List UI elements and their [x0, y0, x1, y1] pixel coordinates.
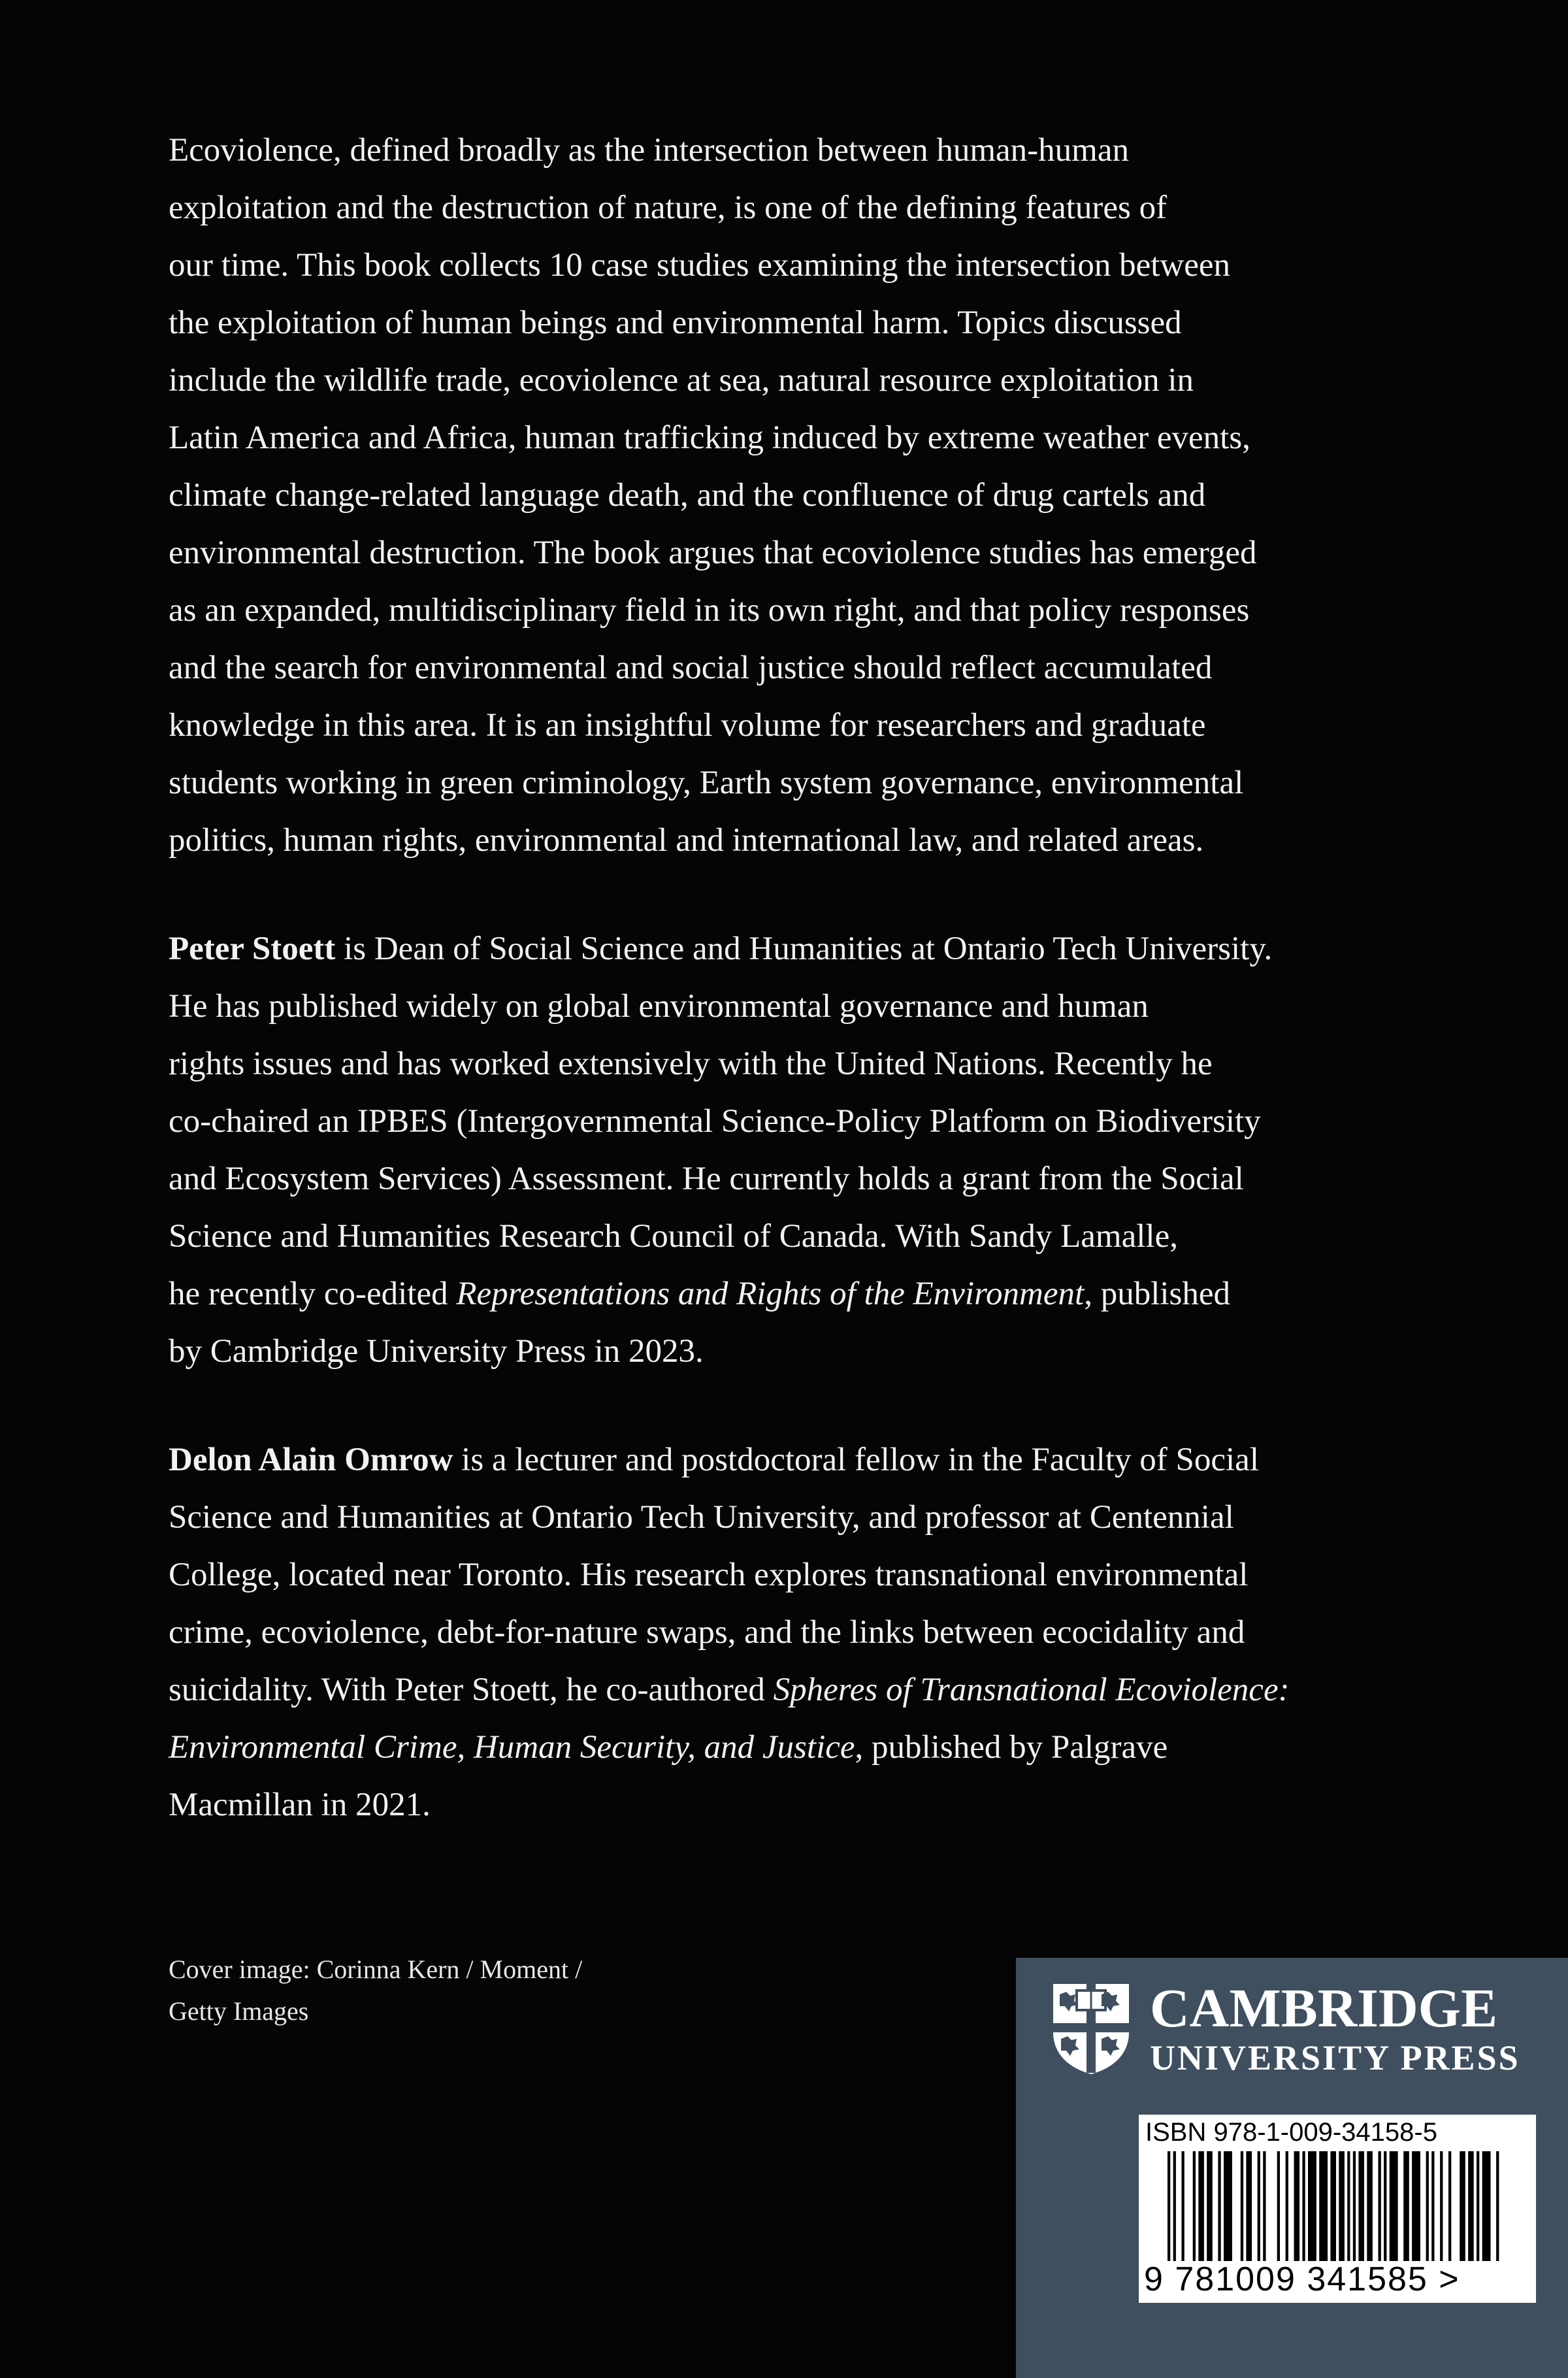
bio-line: Macmillan in 2021. — [169, 1787, 431, 1823]
barcode-digits: 9 781009 341585 > — [1144, 2260, 1460, 2298]
book-title: Environmental Crime, Human Security, and Justice — [169, 1729, 855, 1766]
bio-text: , published by Palgrave — [855, 1729, 1168, 1766]
text-line: exploitation and the destruction of nature, is one of the defining features of — [169, 190, 1168, 226]
text-line: Latin America and Africa, human trafficking induced by extreme weather events, — [169, 420, 1250, 456]
bio-text: he recently co-edited — [169, 1276, 457, 1312]
isbn-label: ISBN 978-1-009-34158-5 — [1145, 2118, 1437, 2147]
text-line: co-chaired an IPBES (Intergovernmental Science-Policy Platform on Biodiversity — [169, 1103, 1261, 1140]
bio-line — [169, 1719, 1403, 1776]
text-line: as an expanded, multidisciplinary field in its own right, and that policy responses — [169, 592, 1250, 629]
text-line: and Ecosystem Services) Assessment. He currently holds a grant from the Social — [169, 1161, 1244, 1197]
bio-line — [169, 1661, 1403, 1719]
text-line: our time. This book collects 10 case studies examining the intersection between — [169, 247, 1230, 284]
credit-line: Cover image: Corinna Kern / Moment / — [169, 1955, 583, 1984]
text-line: students working in green criminology, Earth system governance, environmental — [169, 765, 1244, 801]
author-name: Peter Stoett — [169, 931, 336, 967]
bio-text: , published — [1084, 1276, 1231, 1312]
text-line: Science and Humanities at Ontario Tech University, and professor at Centennial — [169, 1499, 1234, 1536]
bio-line — [169, 1265, 1403, 1323]
author-name: Delon Alain Omrow — [169, 1442, 453, 1478]
text-line: Science and Humanities Research Council of Canada. With Sandy Lamalle, — [169, 1218, 1178, 1255]
author-bio-stoett — [169, 920, 1403, 1380]
barcode-box — [1139, 2115, 1536, 2303]
bio-text: suicidality. With Peter Stoett, he co-authored — [169, 1672, 774, 1708]
bio-text: is a lecturer and postdoctoral fellow in the Faculty of Social — [453, 1442, 1259, 1478]
bio-lines — [169, 1489, 1403, 1661]
book-description — [169, 122, 1403, 869]
credit-line: Getty Images — [169, 1996, 309, 2026]
publisher-subname: UNIVERSITY PRESS — [1150, 2038, 1520, 2077]
publisher-panel — [1016, 1958, 1568, 2378]
bio-text: is Dean of Social Science and Humanities at Ontario Tech University. — [335, 931, 1273, 967]
text-line: and the search for environmental and social justice should reflect accumulated — [169, 650, 1213, 686]
text-line: the exploitation of human beings and environmental harm. Topics discussed — [169, 305, 1182, 341]
text-line: include the wildlife trade, ecoviolence at sea, natural resource exploitation in — [169, 362, 1194, 399]
book-title: Representations and Rights of the Environment — [456, 1276, 1085, 1312]
bio-line — [169, 1431, 1403, 1489]
barcode-icon — [1168, 2151, 1507, 2266]
text-line: politics, human rights, environmental and international law, and related areas. — [169, 822, 1204, 859]
bio-lines — [169, 978, 1403, 1265]
text-line: environmental destruction. The book argues that ecoviolence studies has emerged — [169, 535, 1257, 571]
bio-line — [169, 920, 1403, 978]
bio-line: by Cambridge University Press in 2023. — [169, 1333, 704, 1370]
text-line: He has published widely on global environmental governance and human — [169, 988, 1149, 1025]
text-line: Ecoviolence, defined broadly as the intersection between human-human — [169, 132, 1129, 169]
author-bio-omrow — [169, 1431, 1403, 1834]
cambridge-shield-icon — [1051, 1981, 1132, 2077]
cover-image-credit — [169, 1949, 757, 2032]
text-line: crime, ecoviolence, debt-for-nature swaps, and the links between ecocidality and — [169, 1614, 1245, 1651]
publisher-name: CAMBRIDGE — [1150, 1978, 1498, 2039]
text-line: knowledge in this area. It is an insightful volume for researchers and graduate — [169, 707, 1206, 744]
book-title: Spheres of Transnational Ecoviolence: — [773, 1672, 1290, 1708]
text-line: climate change-related language death, and the confluence of drug cartels and — [169, 477, 1206, 514]
text-line: rights issues and has worked extensively with the United Nations. Recently he — [169, 1046, 1213, 1082]
text-line: College, located near Toronto. His research explores transnational environmental — [169, 1557, 1249, 1593]
